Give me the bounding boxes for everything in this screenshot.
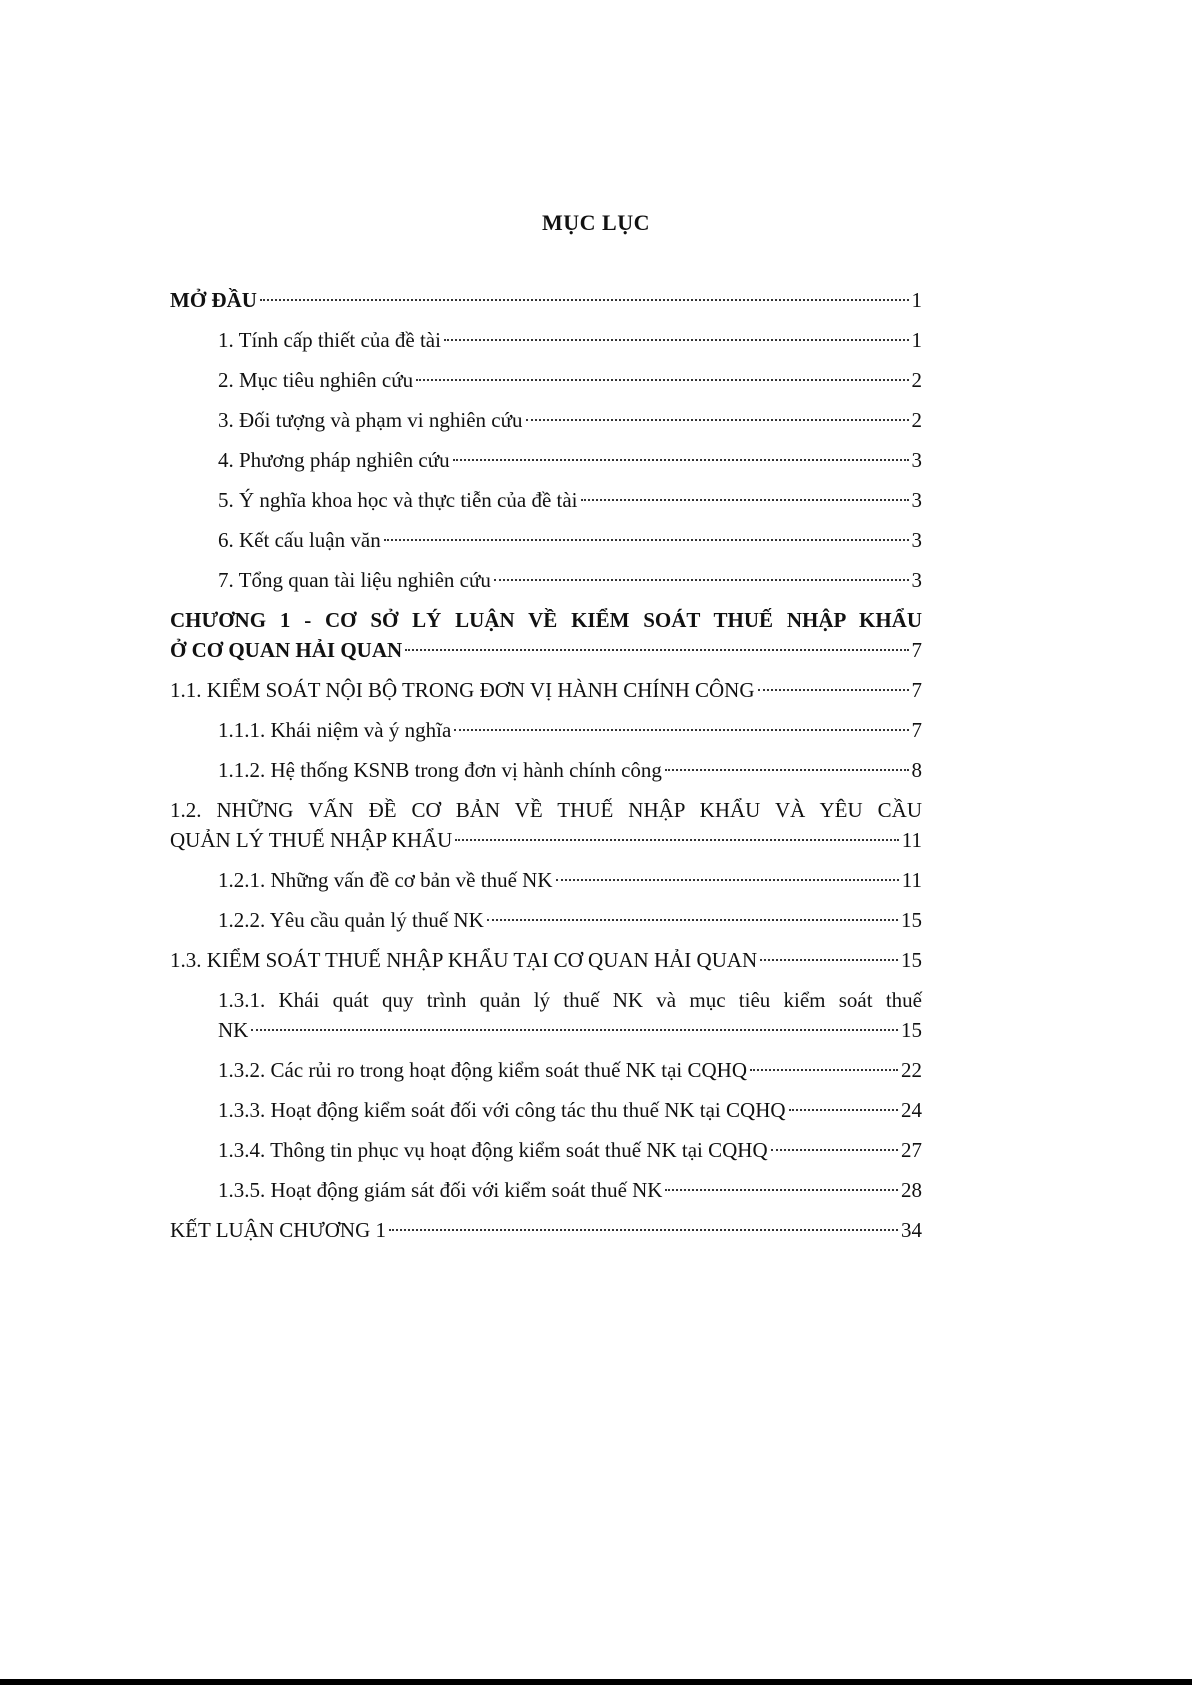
toc-entry-page: 11 [901,868,922,892]
toc-title: MỤC LỤC [542,210,650,235]
toc-entry-section[interactable] [170,790,922,860]
toc-entry[interactable] [170,1210,922,1250]
toc-entry-page: 2 [911,408,922,432]
dot-leader [384,538,909,541]
toc-entry-label: 2. Mục tiêu nghiên cứu [218,368,414,392]
toc-entry[interactable] [170,320,922,360]
dot-leader [453,458,909,461]
toc-entry[interactable] [170,670,922,710]
toc-entry-label: 3. Đối tượng và phạm vi nghiên cứu [218,408,523,432]
toc-entry-label: 1.1.2. Hệ thống KSNB trong đơn vị hành chính công [218,758,662,782]
toc-entry-label: KẾT LUẬN CHƯƠNG 1 [170,1218,386,1242]
toc-entry[interactable] [170,560,922,600]
toc-entry-label: 1.1. KIỂM SOÁT NỘI BỘ TRONG ĐƠN VỊ HÀNH CHÍNH CÔNG [170,678,755,702]
toc-entry-page: 24 [901,1098,922,1122]
dot-leader [665,768,909,771]
dot-leader [444,338,909,341]
toc-entry-page: 15 [901,1018,922,1042]
toc-entry-label: MỞ ĐẦU [170,288,257,312]
dot-leader [758,688,909,691]
toc-entry[interactable] [170,940,922,980]
toc-entry-label: 1.3.4. Thông tin phục vụ hoạt động kiểm soát thuế NK tại CQHQ [218,1138,768,1162]
toc-entry-page: 27 [901,1138,922,1162]
toc-entry-label-line1: 1.2. NHỮNG VẤN ĐỀ CƠ BẢN VỀ THUẾ NHẬP KHẨU VÀ YÊU CẦU [170,798,922,822]
toc-entry-label: 1.3. KIỂM SOÁT THUẾ NHẬP KHẨU TẠI CƠ QUAN HẢI QUAN [170,948,758,972]
dot-leader [494,578,909,581]
toc-entry-label: 5. Ý nghĩa khoa học và thực tiễn của đề tài [218,488,578,512]
toc-entry[interactable] [170,860,922,900]
toc-entry[interactable] [170,280,922,320]
dot-leader [581,498,909,501]
toc-entry-page: 7 [911,638,922,662]
dot-leader [455,838,898,841]
toc-entry-page: 3 [911,528,922,552]
dot-leader [771,1148,898,1151]
toc-entry-label: 1.3.3. Hoạt động kiểm soát đối với công tác thu thuế NK tại CQHQ [218,1098,786,1122]
dot-leader [665,1188,898,1191]
dot-leader [556,878,899,881]
toc-entry-subsection[interactable] [170,980,922,1050]
toc-entry-page: 1 [911,328,922,352]
toc-entry-label: 1.1.1. Khái niệm và ý nghĩa [218,718,452,742]
toc-entry[interactable] [170,440,922,480]
toc-entry-page: 3 [911,488,922,512]
toc-entry-label: 7. Tổng quan tài liệu nghiên cứu [218,568,491,592]
toc-entry-label: 1.3.2. Các rủi ro trong hoạt động kiểm soát thuế NK tại CQHQ [218,1058,747,1082]
toc-entry-label-line2: QUẢN LÝ THUẾ NHẬP KHẨU [170,828,453,852]
toc-entry-label-line1: 1.3.1. Khái quát quy trình quản lý thuế NK và mục tiêu kiểm soát thuế [218,988,922,1012]
toc-entry-line2 [170,825,922,855]
toc-entry-page: 1 [911,288,922,312]
toc-entry-label: 1.2.1. Những vấn đề cơ bản về thuế NK [218,868,553,892]
dot-leader [389,1228,898,1231]
toc-entry[interactable] [170,400,922,440]
dot-leader [487,918,898,921]
dot-leader [789,1108,898,1111]
toc-entry-page: 15 [901,908,922,932]
toc-entry-label: 1.3.5. Hoạt động giám sát đối với kiểm soát thuế NK [218,1178,663,1202]
toc-entry-line2 [170,635,922,665]
toc-entry-label-line2: NK [218,1018,249,1042]
table-of-contents [170,280,922,1250]
dot-leader [750,1068,898,1071]
toc-entry-label: 4. Phương pháp nghiên cứu [218,448,450,472]
toc-entry-page: 7 [911,678,922,702]
toc-entry[interactable] [170,1090,922,1130]
toc-entry-label-line1: CHƯƠNG 1 - CƠ SỞ LÝ LUẬN VỀ KIỂM SOÁT THUẾ NHẬP KHẨU [170,608,922,632]
toc-entry-page: 3 [911,568,922,592]
toc-entry-page: 34 [901,1218,922,1242]
toc-entry-chapter[interactable] [170,600,922,670]
dot-leader [526,418,909,421]
bottom-edge-bar [0,1679,1192,1685]
dot-leader [760,958,898,961]
toc-entry-page: 22 [901,1058,922,1082]
toc-entry[interactable] [170,1170,922,1210]
toc-entry[interactable] [170,750,922,790]
toc-entry[interactable] [170,360,922,400]
toc-entry[interactable] [170,1050,922,1090]
toc-entry-page: 15 [901,948,922,972]
toc-entry-page: 2 [911,368,922,392]
dot-leader [405,648,908,651]
toc-entry[interactable] [170,520,922,560]
dot-leader [454,728,908,731]
toc-entry[interactable] [170,900,922,940]
toc-entry-page: 28 [901,1178,922,1202]
toc-entry-page: 8 [911,758,922,782]
toc-entry[interactable] [170,1130,922,1170]
toc-entry[interactable] [170,710,922,750]
toc-entry-label: 1.2.2. Yêu cầu quản lý thuế NK [218,908,484,932]
dot-leader [251,1028,898,1031]
toc-entry-label-line2: Ở CƠ QUAN HẢI QUAN [170,638,403,662]
dot-leader [260,298,909,301]
toc-entry-line2 [218,1015,922,1045]
toc-entry-page: 7 [911,718,922,742]
toc-entry-page: 3 [911,448,922,472]
toc-entry-label: 6. Kết cấu luận văn [218,528,381,552]
toc-entry-label: 1. Tính cấp thiết của đề tài [218,328,441,352]
dot-leader [416,378,908,381]
toc-entry[interactable] [170,480,922,520]
toc-entry-page: 11 [901,828,922,852]
